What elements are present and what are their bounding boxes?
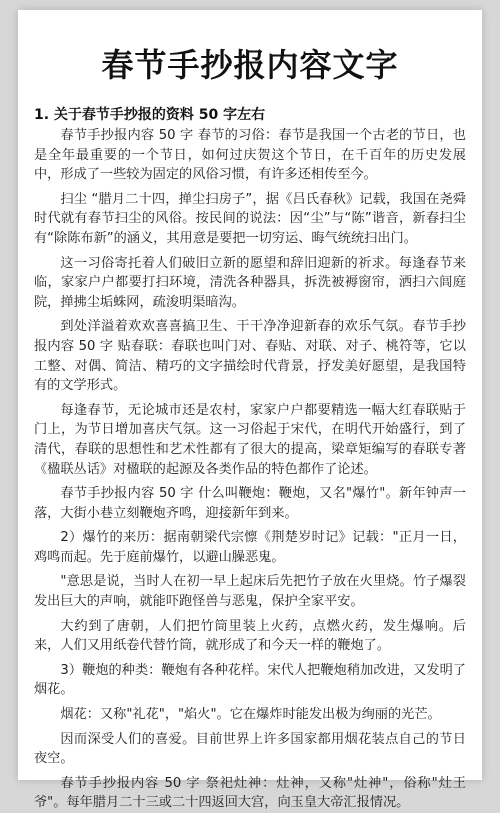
section-heading: 1. 关于春节手抄报的资料 50 字左右 — [34, 107, 266, 123]
paragraph-firecracker-origin: 2）爆竹的来历：据南朝梁代宗懔《荆楚岁时记》记载："正月一日，鸡鸣而起。先于庭前爆竹，以避山臊恶鬼。 — [34, 530, 466, 565]
paragraph-custom-meaning: 这一习俗寄托着人们破旧立新的愿望和辞旧迎新的祈求。每逢春节来临，家家户户都要打扫环境，清洗各种器具，拆洗被褥窗帘，洒扫六闾庭院，掸拂尘垢蛛网，疏浚明渠暗沟。 — [34, 255, 466, 310]
paragraph-firecrackers: 春节手抄报内容 50 字 什么叫鞭炮：鞭炮，又名"爆竹"。新年钟声一落，大街小巷立刻鞭炮齐鸣，迎接新年到来。 — [34, 486, 466, 521]
paragraph-origin-meaning: "意思是说，当时人在初一早上起床后先把竹子放在火里烧。竹子爆裂发出巨大的声响，就能吓跑怪兽与恶鬼，保护全家平安。 — [34, 574, 466, 610]
paragraph-fireworks-popularity: 因而深受人们的喜爱。目前世界上许多国家都用烟花装点自己的节日夜空。 — [34, 731, 466, 767]
paragraph-firecracker-types: 3）鞭炮的种类：鞭炮有各种花样。宋代人把鞭炮稍加改进，又发明了烟花。 — [34, 662, 466, 698]
paragraph-intro: 春节手抄报内容 50 字 春节的习俗：春节是我国一个古老的节日，也是全年最重要的一个节日，如何过庆贺这个节日，在千百年的历史发展中，形成了一些较为固定的风俗习惯，有许多还相传至今。 — [34, 128, 466, 183]
paragraph-tang-dynasty: 大约到了唐朝，人们把竹筒里装上火药，点燃火药，发生爆响。后来，人们又用纸卷代替竹筒，就形成了和今天一样的鞭炮了。 — [34, 618, 466, 654]
paragraph-couplets: 到处洋溢着欢欢喜喜搞卫生、干干净净迎新春的欢乐气氛。春节手抄报内容 50 字 贴春联：春联也叫门对、春贴、对联、对子、桃符等，它以工整、对偶、简洁、精巧的文字描绘时代背景，抒发美好愿望，是我国特有的文学形式。 — [34, 319, 466, 394]
paragraph-sweeping: 扫尘 “腊月二十四，掸尘扫房子”，据《吕氏春秋》记载，我国在尧舜时代就有春节扫尘的风俗。按民间的说法：因“尘”与“陈”谐音，新春扫尘有“除陈布新”的涵义，其用意是要把一切穷运、晦气统统扫出门。 — [34, 191, 466, 246]
article-body — [34, 126, 466, 813]
page-title: 春节手抄报内容文字 — [101, 46, 399, 84]
paragraph-fireworks: 烟花：又称"礼花"，"焰火"。它在爆炸时能发出极为绚丽的光芒。 — [60, 707, 441, 723]
paragraph-couplets-history: 每逢春节，无论城市还是农村，家家户户都要精选一幅大红春联贴于门上，为节日增加喜庆气氛。这一习俗起于宋代，在明代开始盛行，到了清代，春联的思想性和艺术性都有了很大的提高，梁章矩编写的春联专著《楹联丛话》对楹联的起源及各类作品的特色都作了论述。 — [34, 402, 466, 477]
paragraph-kitchen-god: 春节手抄报内容 50 字 祭祀灶神：灶神，又称"灶神"，俗称"灶王爷"。每年腊月二十三或二十四返回大宫，向玉皇大帝汇报情况。 — [34, 775, 466, 811]
document-page — [18, 10, 482, 811]
